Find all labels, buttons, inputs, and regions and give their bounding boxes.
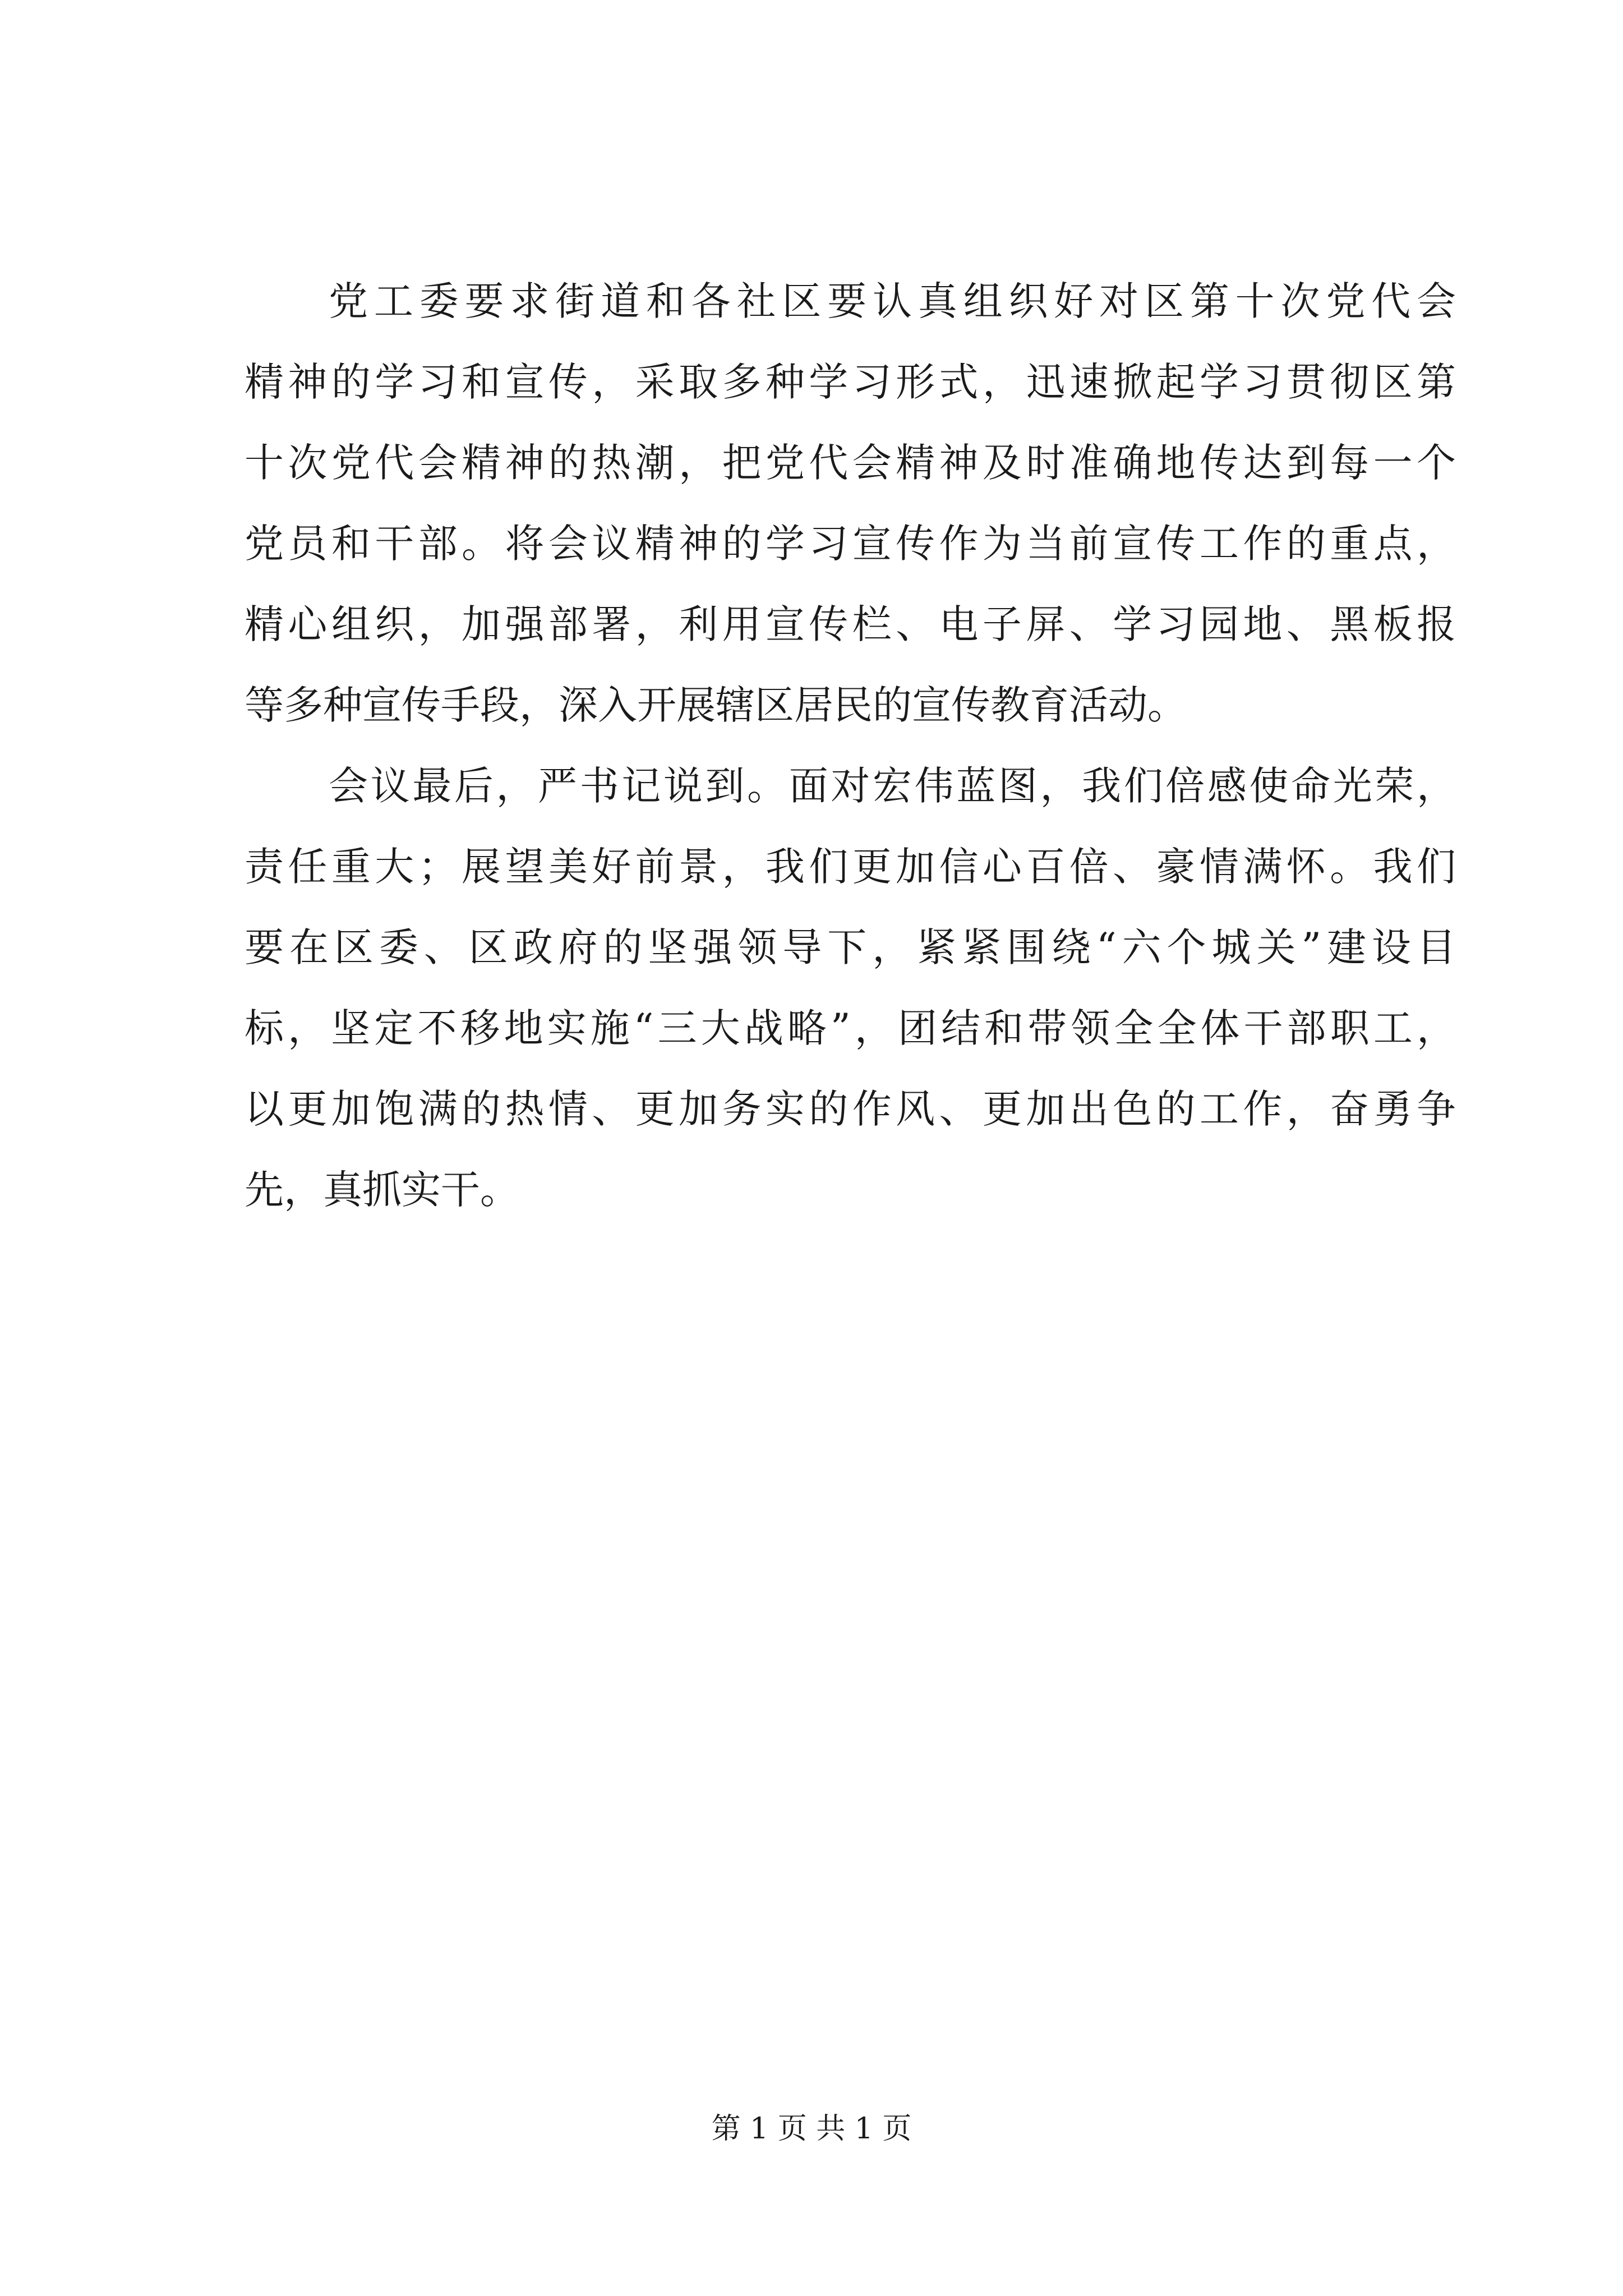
paragraph-line: 要在区委、区政府的坚强领导下，紧紧围绕“六个城关”建设目: [245, 924, 1456, 970]
paragraph-line: 以更加饱满的热情、更加务实的作风、更加出色的工作，奋勇争: [245, 1086, 1456, 1132]
paragraph-line: 精神的学习和宣传，采取多种学习形式，迅速掀起学习贯彻区第: [245, 359, 1456, 405]
paragraph-line: 十次党代会精神的热潮，把党代会精神及时准确地传达到每一个: [245, 440, 1456, 486]
paragraph-2: [245, 746, 1456, 1230]
paragraph-line: 党员和干部。将会议精神的学习宣传作为当前宣传工作的重点，: [245, 521, 1456, 567]
paragraph-line: 标，坚定不移地实施“三大战略”，团结和带领全全体干部职工，: [245, 1005, 1456, 1051]
paragraph-line: 精心组织，加强部署，利用宣传栏、电子屏、学习园地、黑板报: [245, 601, 1456, 647]
document-body: [245, 261, 1456, 1230]
paragraph-line: 先，真抓实干。: [245, 1167, 519, 1213]
paragraph-line: 党工委要求街道和各社区要认真组织好对区第十次党代会: [329, 278, 1456, 324]
paragraph-1: [245, 261, 1456, 746]
paragraph-line: 等多种宣传手段，深入开展辖区居民的宣传教育活动。: [245, 682, 1187, 728]
paragraph-line: 责任重大；展望美好前景，我们更加信心百倍、豪情满怀。我们: [245, 844, 1456, 890]
paragraph-line: 会议最后，严书记说到。面对宏伟蓝图，我们倍感使命光荣，: [329, 763, 1456, 809]
page-footer: 第 1 页 共 1 页: [711, 2112, 912, 2146]
